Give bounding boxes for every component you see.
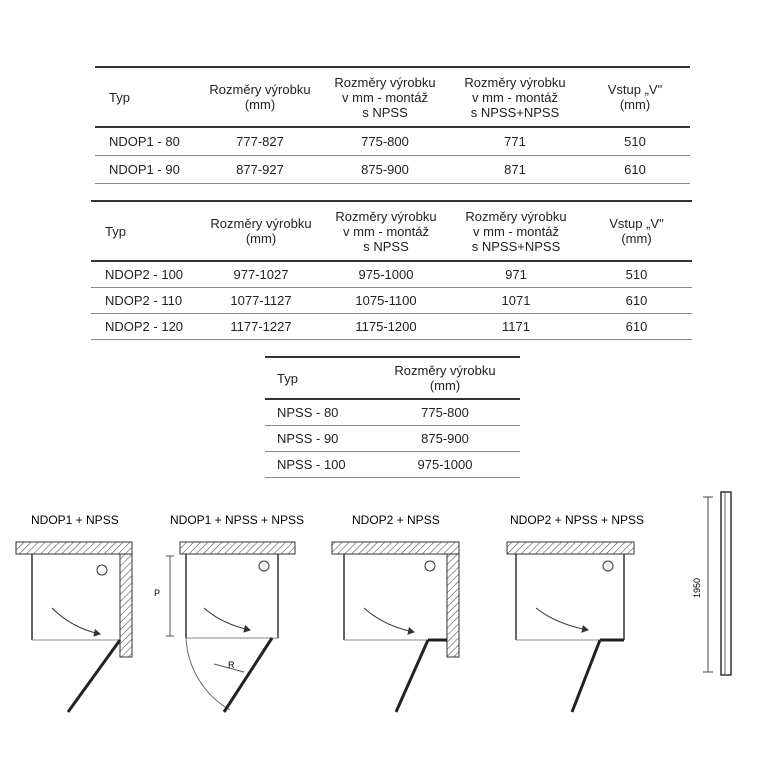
cell-dimensions: 777-827 xyxy=(236,134,284,149)
cell-type: NPSS - 100 xyxy=(277,457,346,472)
diagram-title: NDOP2 + NPSS xyxy=(352,513,440,527)
side-elevation xyxy=(692,492,731,675)
header-typ: Typ xyxy=(105,223,126,239)
cell-entry: 610 xyxy=(625,293,648,308)
wall-side xyxy=(447,554,459,657)
swing-arrow-icon xyxy=(204,608,250,630)
height-label: 1950 xyxy=(692,577,702,598)
swing-arrow-icon xyxy=(536,608,588,630)
header-dimensions-npss: Rozměry výrobku v mm - montáž s NPSS xyxy=(334,74,436,120)
cell-type: NPSS - 80 xyxy=(277,405,339,420)
cell-type: NDOP2 - 110 xyxy=(105,293,183,308)
diagram-title: NDOP2 + NPSS + NPSS xyxy=(510,513,645,527)
cell-dimensions: 775-800 xyxy=(421,405,469,420)
cell-dimensions-npss: 1175-1200 xyxy=(355,319,417,334)
drain-icon xyxy=(259,561,269,571)
cell-entry: 510 xyxy=(625,267,648,282)
wall-side xyxy=(120,554,132,657)
diagram-title: NDOP1 + NPSS xyxy=(31,513,119,527)
diagram-ndop2-npss-npss xyxy=(507,513,644,712)
door-panel xyxy=(572,640,600,712)
cell-entry: 610 xyxy=(625,319,648,334)
cell-dimensions: 1077-1127 xyxy=(230,293,292,308)
diagram-ndop2-npss xyxy=(332,513,459,712)
drain-icon xyxy=(97,565,107,575)
cell-type: NDOP2 - 120 xyxy=(105,319,184,334)
cell-dimensions-npss-npss: 1071 xyxy=(501,293,531,308)
swing-arrow-icon xyxy=(364,608,414,632)
cell-dimensions: 877-927 xyxy=(236,162,284,177)
drain-icon xyxy=(425,561,435,571)
header-entry: Vstup „V" (mm) xyxy=(607,82,663,112)
cell-type: NDOP1 - 90 xyxy=(109,162,180,177)
header-dimensions: Rozměry výrobku (mm) xyxy=(394,363,496,393)
cell-dimensions: 875-900 xyxy=(421,431,469,446)
wall-top xyxy=(16,542,132,554)
cell-dimensions: 975-1000 xyxy=(417,457,473,472)
cell-dimensions-npss: 875-900 xyxy=(361,162,409,177)
swing-arrow-icon xyxy=(52,608,100,634)
cell-dimensions-npss-npss: 1171 xyxy=(502,319,530,334)
door-panel xyxy=(396,640,428,712)
cell-dimensions-npss-npss: 971 xyxy=(505,267,527,282)
cell-dimensions: 977-1027 xyxy=(233,267,289,282)
header-dimensions: Rozměry výrobku (mm) xyxy=(209,82,311,112)
header-dimensions-npss: Rozměry výrobku v mm - montáž s NPSS xyxy=(335,208,437,254)
radius-label: R xyxy=(228,660,235,670)
panel-profile xyxy=(721,492,731,675)
cell-dimensions: 1177-1227 xyxy=(230,319,292,334)
header-dimensions-npss-npss: Rozměry výrobku v mm - montáž s NPSS+NPSS xyxy=(464,74,566,120)
swing-radius-arc xyxy=(186,638,230,710)
wall-top xyxy=(180,542,295,554)
diagram-ndop1-npss-npss xyxy=(154,513,304,712)
header-typ: Typ xyxy=(277,370,298,386)
cell-dimensions-npss: 1075-1100 xyxy=(355,293,417,308)
diagram-ndop1-npss xyxy=(16,513,132,712)
dimension-p-label: P xyxy=(154,588,161,598)
cell-dimensions-npss-npss: 771 xyxy=(504,134,526,149)
cell-type: NDOP2 - 100 xyxy=(105,267,184,282)
cell-type: NPSS - 90 xyxy=(277,431,339,446)
header-dimensions-npss-npss: Rozměry výrobku v mm - montáž s NPSS+NPSS xyxy=(465,208,567,254)
diagram-title: NDOP1 + NPSS + NPSS xyxy=(170,513,305,527)
drain-icon xyxy=(603,561,613,571)
cell-dimensions-npss: 975-1000 xyxy=(358,267,414,282)
cell-entry: 510 xyxy=(624,134,646,149)
cell-entry: 610 xyxy=(624,162,646,177)
header-entry: Vstup „V" (mm) xyxy=(609,216,664,246)
door-panel xyxy=(68,640,120,712)
cell-dimensions-npss: 775-800 xyxy=(361,134,409,149)
wall-top xyxy=(332,542,459,554)
cell-dimensions-npss-npss: 871 xyxy=(504,162,526,177)
header-typ: Typ xyxy=(109,89,130,105)
door-panel xyxy=(224,638,272,712)
cell-type: NDOP1 - 80 xyxy=(109,134,180,149)
header-dimensions: Rozměry výrobku (mm) xyxy=(210,216,312,246)
wall-top xyxy=(507,542,634,554)
